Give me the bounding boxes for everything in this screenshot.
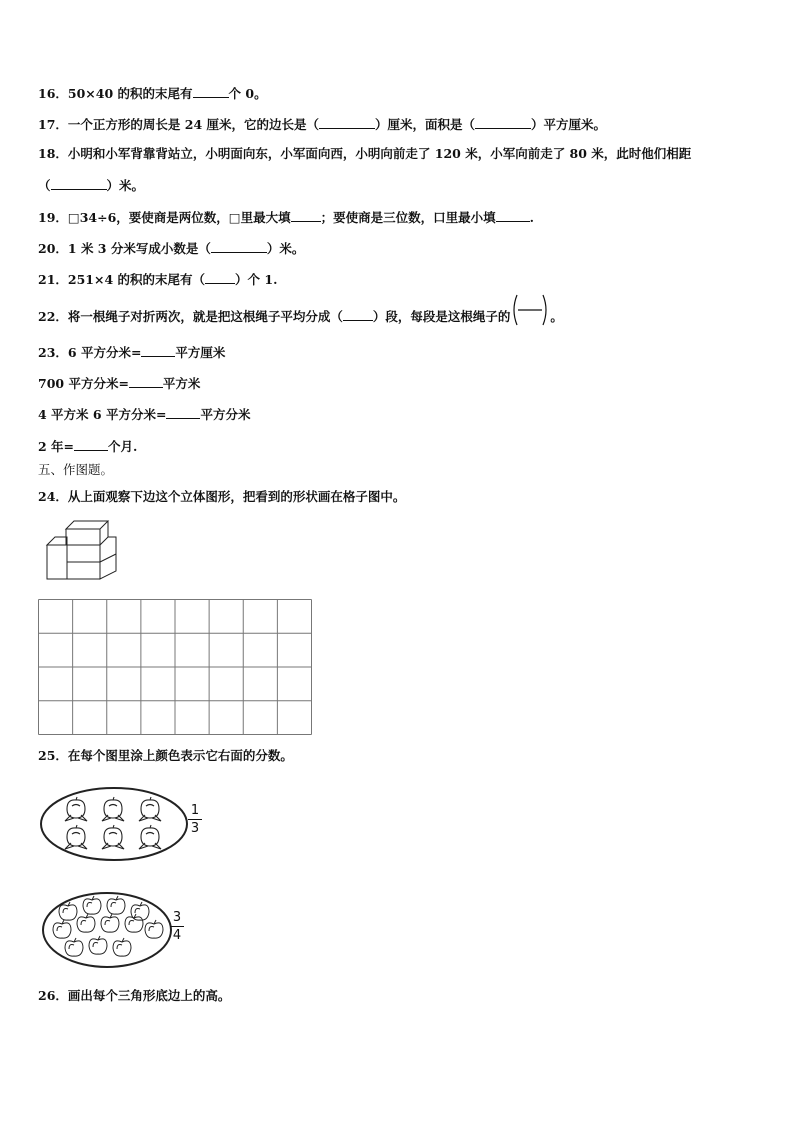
- apple-icon: [77, 914, 95, 932]
- question-26: 26．画出每个三角形底边上的高。: [38, 988, 231, 1003]
- apple-icon: [113, 938, 131, 956]
- question-20: 20．1 米 3 分米写成小数是（ ）米。: [38, 241, 305, 256]
- answer-blank[interactable]: [166, 405, 200, 419]
- question-24: 24．从上面观察下边这个立体图形，把看到的形状画在格子图中。: [38, 489, 406, 504]
- apple-icon: [65, 938, 83, 956]
- apple-icon: [145, 920, 163, 938]
- question-21: 21．251×4 的积的末尾有（ ）个 1.: [38, 272, 278, 287]
- question-19: 19．□34÷6，要使商是两位数，□里最大填 ；要使商是三位数，口里最小填 .: [38, 210, 534, 225]
- answer-blank[interactable]: [211, 239, 267, 253]
- section-heading: 五、作图题。: [38, 462, 114, 477]
- peach-icon: [139, 797, 161, 821]
- apple-icon: [107, 896, 125, 914]
- answer-grid[interactable]: [38, 599, 312, 735]
- peach-oval-figure: [38, 785, 190, 863]
- fraction-brackets-icon: [510, 293, 550, 327]
- answer-blank[interactable]: [129, 374, 163, 388]
- peach-icon: [102, 797, 124, 821]
- fraction-label: 3 4: [170, 910, 184, 943]
- answer-blank[interactable]: [291, 208, 321, 222]
- question-17: 17．一个正方形的周长是 24 厘米，它的边长是（ ）厘米，面积是（ ）平方厘米。: [38, 117, 607, 132]
- answer-blank[interactable]: [319, 115, 375, 129]
- question-18: 18．小明和小军背靠背站立，小明面向东，小军面向西，小明向前走了 120 米，小军向前走了 80 米，此时他们相距: [38, 146, 692, 161]
- answer-blank[interactable]: [496, 208, 530, 222]
- fraction-blank[interactable]: [510, 301, 550, 327]
- question-23-b: 700 平方分米= 平方米: [38, 376, 201, 391]
- answer-blank[interactable]: [205, 270, 235, 284]
- answer-blank[interactable]: [141, 343, 175, 357]
- answer-blank[interactable]: [51, 176, 107, 190]
- question-25: 25．在每个图里涂上颜色表示它右面的分数。: [38, 748, 293, 763]
- cube-solid-figure: [44, 517, 124, 582]
- apple-icon: [83, 896, 101, 914]
- question-23-d: 2 年= 个月.: [38, 439, 138, 454]
- question-18-cont: （ ）米。: [38, 178, 145, 193]
- peach-icon: [65, 797, 87, 821]
- apple-icon: [125, 914, 143, 932]
- apple-icon: [59, 902, 77, 920]
- answer-blank[interactable]: [74, 437, 108, 451]
- apple-icon: [89, 936, 107, 954]
- peach-icon: [139, 825, 161, 849]
- apple-oval-figure: [40, 890, 174, 970]
- fraction-label: 1 3: [188, 803, 202, 836]
- question-23-c: 4 平方米 6 平方分米= 平方分米: [38, 407, 251, 422]
- peach-icon: [102, 825, 124, 849]
- apple-icon: [101, 914, 119, 932]
- question-22: 22．将一根绳子对折两次，就是把这根绳子平均分成（ ）段，每段是这根绳子的 。: [38, 307, 563, 327]
- apple-icon: [53, 920, 71, 938]
- answer-blank[interactable]: [193, 84, 229, 98]
- question-16: 16．50×40 的积的末尾有 个 0。: [38, 86, 267, 101]
- question-23: 23．6 平方分米= 平方厘米: [38, 345, 226, 360]
- peach-icon: [65, 825, 87, 849]
- answer-blank[interactable]: [475, 115, 531, 129]
- answer-blank[interactable]: [343, 307, 373, 321]
